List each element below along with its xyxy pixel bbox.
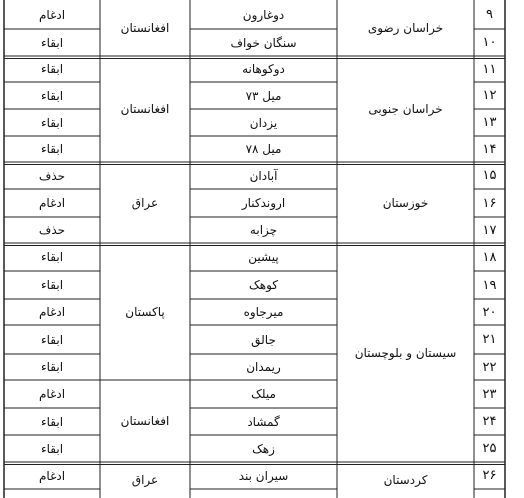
- row-number-cell: ۱۲: [482, 88, 497, 103]
- province-cell: سیستان و بلوچستان: [354, 345, 457, 360]
- action-cell: ابقاء: [40, 360, 64, 374]
- crossing-cell: میلک: [251, 387, 276, 401]
- crossing-cell: [190, 489, 337, 498]
- crossing-cell: سنگان خواف: [230, 35, 297, 50]
- crossing-cell: زهک: [252, 441, 275, 456]
- action-cell: ابقاء: [40, 88, 64, 103]
- province-cell: خراسان رضوی: [367, 21, 444, 35]
- province-cell: کردستان: [383, 473, 428, 487]
- row-number-cell: ۱۵: [482, 168, 497, 183]
- row-number-cell: ۹: [486, 7, 493, 22]
- row-number-cell: ۲۰: [482, 304, 497, 320]
- row-number-cell: ۱۹: [482, 277, 497, 293]
- action-cell: [4, 489, 100, 498]
- row-number-cell: ۱۳: [482, 115, 497, 130]
- country-cell: افغانستان: [120, 414, 170, 428]
- crossing-cell: ریمدان: [246, 360, 281, 374]
- crossing-cell: آبادان: [249, 168, 278, 183]
- action-cell: ادغام: [38, 7, 66, 22]
- action-cell: ادغام: [38, 468, 66, 483]
- crossing-cell: گمشاد: [247, 414, 280, 429]
- row-number-cell: [474, 489, 505, 498]
- country-cell: پاکستان: [125, 304, 165, 319]
- crossing-cell: اروندکنار: [241, 196, 286, 210]
- row-number-cell: ۱۸: [482, 249, 497, 265]
- action-cell: ابقاء: [40, 441, 64, 456]
- crossing-cell: چزابه: [249, 223, 278, 237]
- crossing-cell: میل ۷۸: [245, 142, 282, 156]
- province-cell: خراسان جنوبی: [368, 102, 443, 116]
- action-cell: ابقاء: [40, 115, 64, 130]
- row-number-cell: ۱۴: [482, 141, 497, 157]
- crossing-cell: میل ۷۳: [245, 88, 282, 103]
- province-cell: خوزستان: [382, 195, 429, 210]
- row-number-cell: ۱۱: [482, 61, 497, 77]
- row-number-cell: ۲۲: [482, 359, 497, 375]
- action-cell: ابقاء: [40, 142, 64, 156]
- row-number-cell: ۲۵: [482, 441, 497, 456]
- action-cell: ابقاء: [40, 414, 64, 429]
- action-cell: ابقاء: [40, 278, 64, 292]
- crossing-cell: دوغارون: [242, 7, 285, 22]
- action-cell: ابقاء: [40, 332, 64, 347]
- row-number-cell: ۲۱: [482, 332, 497, 347]
- crossing-cell: دوکوهانه: [242, 62, 285, 76]
- country-cell: عراق: [131, 473, 159, 487]
- action-cell: ابقاء: [40, 62, 64, 76]
- country-cell: عراق: [131, 195, 159, 210]
- action-cell: ادغام: [38, 387, 66, 401]
- action-cell: ابقاء: [40, 35, 64, 50]
- row-number-cell: ۲۳: [482, 386, 497, 402]
- country-cell: افغانستان: [120, 21, 170, 35]
- action-cell: حذف: [38, 168, 66, 183]
- row-number-cell: ۱۰: [482, 35, 497, 50]
- crossing-cell: جالق: [251, 332, 276, 347]
- row-number-cell: ۲۶: [482, 468, 497, 483]
- row-number-cell: ۱۶: [482, 195, 497, 211]
- action-cell: حذف: [38, 223, 66, 237]
- action-cell: ادغام: [38, 305, 66, 319]
- row-number-cell: ۱۷: [482, 222, 497, 238]
- action-cell: ادغام: [38, 196, 66, 210]
- crossing-cell: کوهک: [249, 278, 278, 292]
- country-cell: افغانستان: [120, 102, 170, 116]
- crossing-cell: پیشین: [248, 250, 279, 264]
- row-number-cell: ۲۴: [482, 414, 497, 429]
- crossing-cell: یزدان: [249, 115, 278, 130]
- crossing-cell: میرجاوه: [243, 305, 284, 319]
- action-cell: ابقاء: [40, 250, 64, 264]
- crossing-cell: سیران بند: [238, 468, 289, 483]
